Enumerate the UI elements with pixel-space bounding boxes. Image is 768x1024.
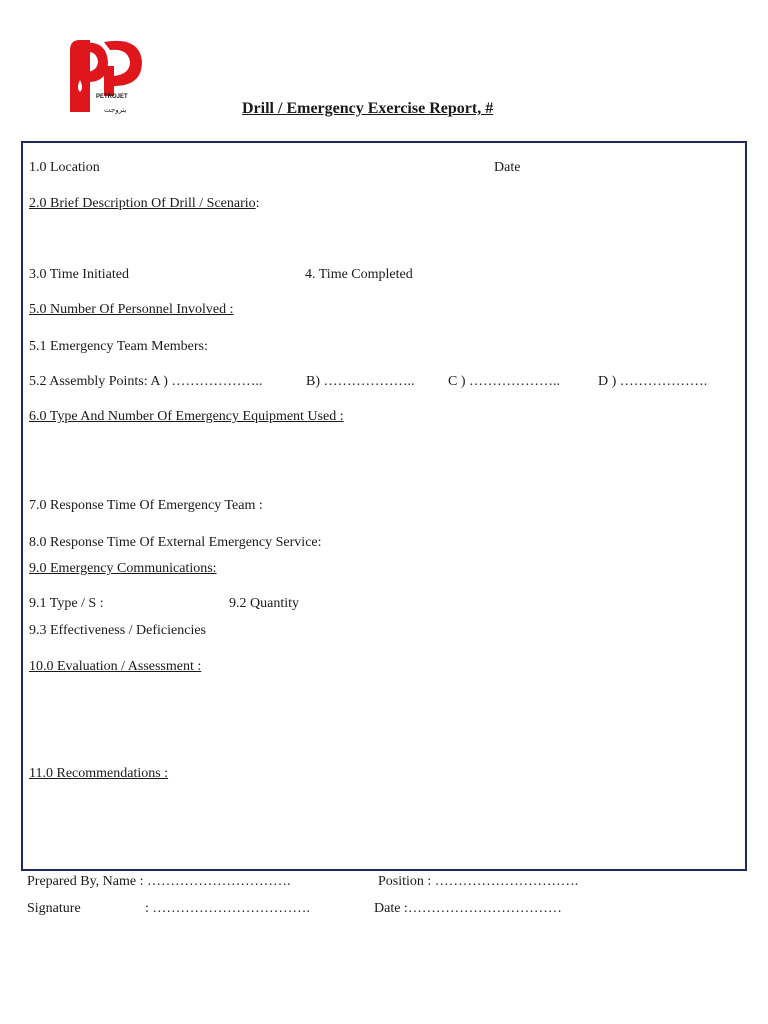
logo-text: PETROJET: [96, 94, 128, 100]
signature-date-field: Date :……………………………: [374, 901, 562, 916]
team-members-label: 5.1 Emergency Team Members:: [29, 339, 208, 354]
external-response-label: 8.0 Response Time Of External Emergency Service:: [29, 535, 322, 550]
effectiveness-label: 9.3 Effectiveness / Deficiencies: [29, 623, 207, 638]
communications-heading: 9.0 Emergency Communications:: [29, 561, 217, 576]
prepared-by-field: Prepared By, Name : ………………………….: [27, 874, 291, 889]
description-heading: [29, 196, 260, 212]
description-colon: :: [255, 196, 260, 211]
team-response-label: 7.0 Response Time Of Emergency Team :: [29, 498, 263, 513]
time-initiated-label: 3.0 Time Initiated: [29, 267, 129, 282]
description-label: 2.0 Brief Description Of Drill / Scenario: [29, 196, 256, 211]
recommendations-heading: 11.0 Recommendations :: [29, 766, 169, 781]
comm-quantity-label: 9.2 Quantity: [229, 596, 299, 611]
signature-label: Signature: [27, 901, 81, 916]
date-label: Date: [494, 160, 521, 175]
equipment-heading: 6.0 Type And Number Of Emergency Equipment Used :: [29, 409, 344, 424]
assembly-point-a: 5.2 Assembly Points: A ) ………………..: [29, 374, 263, 389]
assembly-point-d: D ) ……………….: [598, 374, 708, 389]
signature-line: : …………………………….: [145, 901, 310, 916]
petrojet-logo: [66, 36, 146, 118]
assembly-point-c: C ) ………………..: [448, 374, 560, 389]
location-label: 1.0 Location: [29, 160, 100, 175]
logo-arabic: بتروجت: [104, 106, 127, 114]
position-field: Position : ………………………….: [378, 874, 579, 889]
comm-type-label: 9.1 Type / S :: [29, 596, 104, 611]
evaluation-heading: 10.0 Evaluation / Assessment :: [29, 659, 202, 674]
time-completed-label: 4. Time Completed: [305, 267, 413, 282]
assembly-point-b: B) ………………..: [306, 374, 415, 389]
page-title: Drill / Emergency Exercise Report, #: [242, 100, 494, 117]
personnel-heading: 5.0 Number Of Personnel Involved :: [29, 302, 234, 317]
